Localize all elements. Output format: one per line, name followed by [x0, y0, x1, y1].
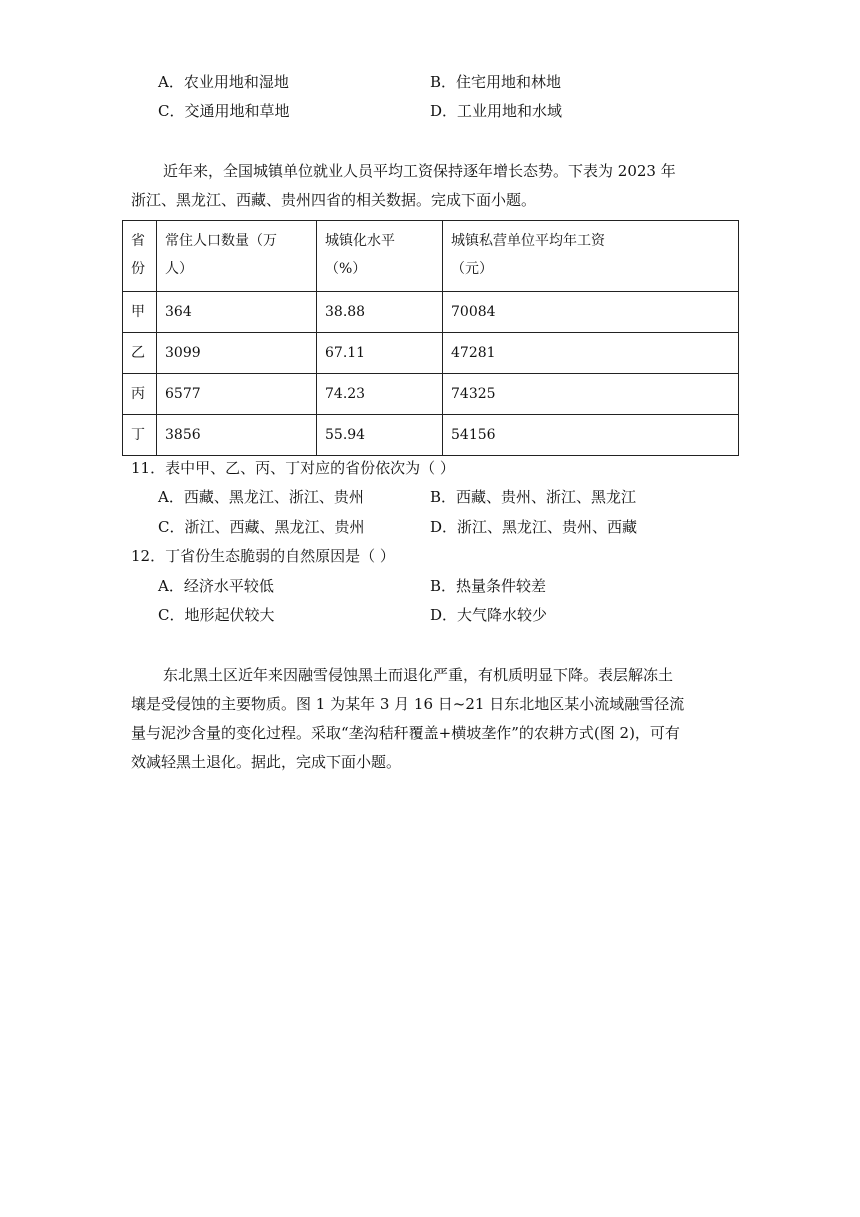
table-row — [123, 292, 739, 333]
intro-paragraph-1 — [131, 157, 729, 215]
intro2-line: 效减轻黑土退化。据此，完成下面小题。 — [131, 753, 402, 771]
q11-options-row-1 — [158, 485, 718, 509]
table-cell: 54156 — [443, 415, 739, 456]
option-d: D．工业用地和水域 — [430, 102, 563, 120]
intro-paragraph-2 — [131, 661, 729, 777]
table-cell: 丁 — [123, 415, 157, 456]
header-text: 人） — [165, 261, 193, 277]
header-cell-population — [157, 221, 317, 292]
option-a[interactable]: A．西藏、黑龙江、浙江、贵州 — [158, 488, 364, 506]
table-row — [123, 415, 739, 456]
table-cell: 3099 — [157, 333, 317, 374]
province-data-table — [122, 220, 739, 456]
header-text: （元） — [451, 261, 493, 277]
intro2-line: 量与泥沙含量的变化过程。采取“垄沟秸秆覆盖+横坡垄作”的农耕方式(图 2)，可有 — [131, 724, 680, 742]
prev-options-row-2 — [158, 99, 718, 123]
table-cell: 甲 — [123, 292, 157, 333]
table-cell: 38.88 — [317, 292, 443, 333]
intro2-line: 壤是受侵蚀的主要物质。图 1 为某年 3 月 16 日~21 日东北地区某小流域融雪径流 — [131, 695, 685, 713]
table-cell: 70084 — [443, 292, 739, 333]
option-d[interactable]: D．大气降水较少 — [430, 606, 548, 624]
header-cell-province — [123, 221, 157, 292]
option-b: B．住宅用地和林地 — [430, 73, 562, 91]
header-text: 省 — [131, 233, 145, 249]
table-row — [123, 333, 739, 374]
q12-options-row-1 — [158, 574, 718, 598]
q11-options-row-2 — [158, 515, 718, 539]
option-b[interactable]: B．热量条件较差 — [430, 577, 547, 595]
intro2-line: 东北黑土区近年来因融雪侵蚀黑土而退化严重，有机质明显下降。表层解冻土 — [163, 666, 674, 684]
table-cell: 6577 — [157, 374, 317, 415]
option-c[interactable]: C．地形起伏较大 — [158, 606, 275, 624]
header-text: 常住人口数量（万 — [165, 233, 277, 249]
table-cell: 67.11 — [317, 333, 443, 374]
header-text: 城镇私营单位平均年工资 — [451, 233, 605, 249]
table-header-row — [123, 221, 739, 292]
intro1-line: 近年来，全国城镇单位就业人员平均工资保持逐年增长态势。下表为 2023 年 — [163, 162, 676, 180]
table-cell: 74325 — [443, 374, 739, 415]
question-12-stem: 12．丁省份生态脆弱的自然原因是（ ） — [131, 547, 395, 565]
question-11-stem: 11．表中甲、乙、丙、丁对应的省份依次为（ ） — [131, 459, 455, 477]
table-row — [123, 374, 739, 415]
option-a[interactable]: A．经济水平较低 — [158, 577, 274, 595]
header-text: 份 — [131, 261, 145, 277]
table-cell: 364 — [157, 292, 317, 333]
header-text: （%） — [325, 261, 367, 277]
header-cell-wage — [443, 221, 739, 292]
table-cell: 74.23 — [317, 374, 443, 415]
intro1-line: 浙江、黑龙江、西藏、贵州四省的相关数据。完成下面小题。 — [131, 191, 537, 209]
table-cell: 丙 — [123, 374, 157, 415]
table-cell: 乙 — [123, 333, 157, 374]
option-a: A．农业用地和湿地 — [158, 73, 289, 91]
option-c[interactable]: C．浙江、西藏、黑龙江、贵州 — [158, 518, 365, 536]
option-b[interactable]: B．西藏、贵州、浙江、黑龙江 — [430, 488, 637, 506]
table-cell: 47281 — [443, 333, 739, 374]
prev-options-row-1 — [158, 70, 718, 94]
option-c: C．交通用地和草地 — [158, 102, 290, 120]
option-d[interactable]: D．浙江、黑龙江、贵州、西藏 — [430, 518, 638, 536]
header-cell-urbanization — [317, 221, 443, 292]
q12-options-row-2 — [158, 603, 718, 627]
table-cell: 55.94 — [317, 415, 443, 456]
table-cell: 3856 — [157, 415, 317, 456]
header-text: 城镇化水平 — [325, 233, 395, 249]
